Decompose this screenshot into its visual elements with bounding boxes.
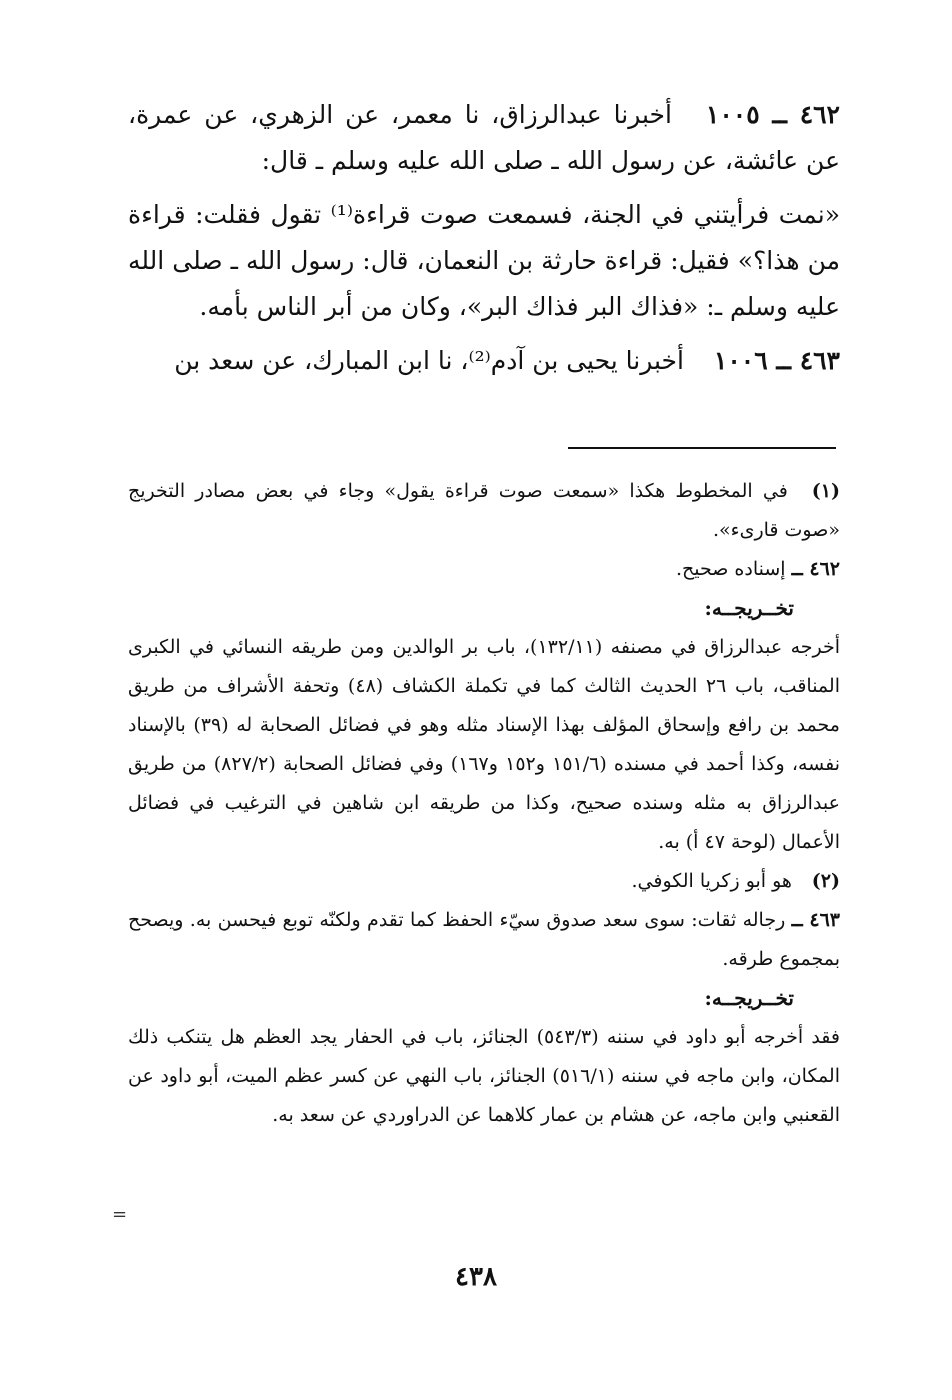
footnote-2-text: هو أبو زكريا الكوفي. xyxy=(631,870,792,892)
hadith-number-463: ٤٦٣ ــ ١٠٠٦ xyxy=(713,346,840,375)
footnote-1 xyxy=(128,472,840,550)
footnote-2 xyxy=(128,862,840,901)
continuation-mark: = xyxy=(112,1204,128,1225)
note-462-takhrij-heading: تخــريجــه: xyxy=(704,596,794,620)
note-462-number: ٤٦٢ ــ xyxy=(791,558,840,580)
note-463-number: ٤٦٣ ــ xyxy=(791,909,840,931)
note-462-takhrij-text: أخرجه عبدالرزاق في مصنفه (١٣٢/١١)، باب بر الوالدين ومن طريقه النسائي في الكبرى المناقب، باب ٢٦ الحديث الثالث كما في تكملة الكشاف (٤٨) وتحفة الأشراف من طريق محمد بن رافع وإسحاق المؤلف بهذا الإسناد مثله وهو في فضائل الصحابة له (٣٩) بالإسناد نفسه، وكذا أحمد في مسنده (١٥١/٦ و١٥٢ و١٦٧) وفي فضائل الصحابة (٨٢٧/٢) من طريق عبدالرزاق به مثله وسنده صحيح، وكذا من طريقه ابن شاهين في الترغيب في فضائل الأعمال (لوحة ٤٧ أ) به. xyxy=(128,636,841,853)
note-463-takhrij-heading: تخــريجــه: xyxy=(704,986,794,1010)
hadith-463 xyxy=(128,338,840,384)
note-463-takhrij-text: فقد أخرجه أبو داود في سننه (٥٤٣/٣) الجنائز، باب في الحفار يجد العظم هل يتنكب ذلك المكان، وابن ماجه في سننه (٥١٦/١) الجنائز، باب النهي عن كسر عظم الميت، أبو داود عن القعنبي وابن ماجه، عن هشام بن عمار كلاهما عن الدراوردي عن سعد به. xyxy=(128,1026,841,1126)
note-463 xyxy=(128,901,840,979)
hadith-462-matn: «نمت فرأيتني في الجنة، فسمعت صوت قراءة⁽¹⁾ تقول فقلت: قراءة من هذا؟» فقيل: قراءة حارثة بن النعمان، قال: رسول الله ـ صلى الله عليه وسلم ـ: «فذاك البر فذاك البر»، وكان من أبر الناس بأمه. xyxy=(128,200,840,321)
note-462-text: إسناده صحيح. xyxy=(675,558,786,580)
page-number: ٤٣٨ xyxy=(455,1262,497,1292)
footnotes xyxy=(128,472,840,1135)
footnote-2-number: (٢) xyxy=(811,870,840,892)
note-463-text: رجاله ثقات: سوى سعد صدوق سيّء الحفظ كما تقدم ولكنّه توبع فيحسن به. ويصحح بمجموع طرقه. xyxy=(128,909,840,970)
hadith-462 xyxy=(128,92,840,184)
footnote-1-text: في المخطوط هكذا «سمعت صوت قراءة يقول» وجاء في بعض مصادر التخريج «صوت قارىء». xyxy=(128,480,840,541)
note-462 xyxy=(128,550,840,589)
footnote-1-number: (١) xyxy=(811,480,840,502)
hadith-number-462: ٤٦٢ ــ ١٠٠٥ xyxy=(705,100,840,129)
hadith-463-isnad: أخبرنا يحيى بن آدم⁽²⁾، نا ابن المبارك، عن سعد بن xyxy=(174,346,684,375)
footnote-separator xyxy=(568,447,836,449)
hadith-462-isnad: أخبرنا عبدالرزاق، نا معمر، عن الزهري، عن عمرة، عن عائشة، عن رسول الله ـ صلى الله عليه وسلم ـ قال: xyxy=(128,100,840,175)
main-text xyxy=(128,92,840,384)
